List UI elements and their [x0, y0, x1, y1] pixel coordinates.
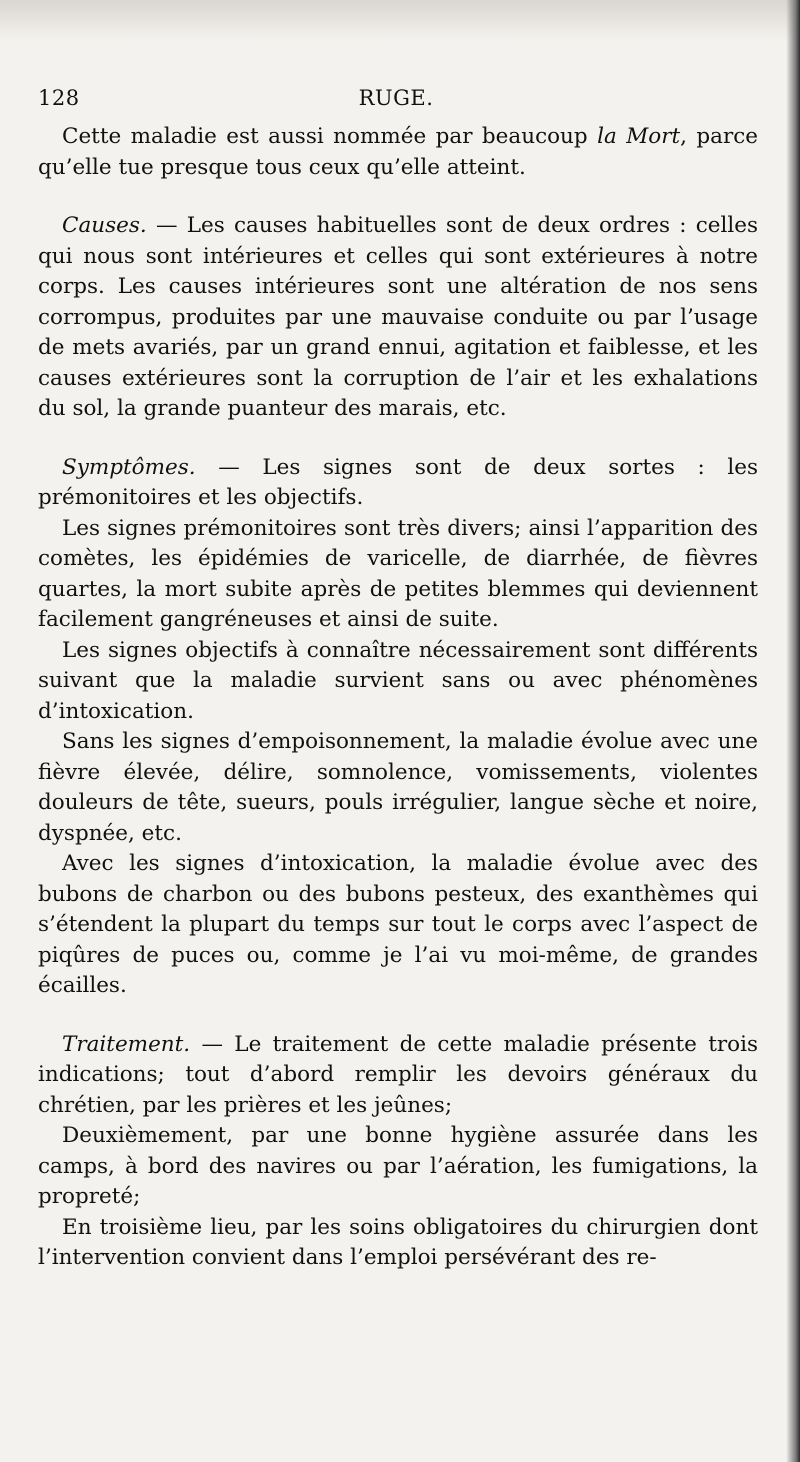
paragraph-treatment	[38, 1030, 758, 1122]
italic-term-la-mort: la Mort	[597, 124, 681, 149]
section-heading-symptoms: Symptômes.	[62, 454, 196, 480]
page-header	[38, 86, 754, 116]
treatment-text: — Le traitement de cette maladie présente trois indications; tout d’abord remplir les devoirs généraux du chrétien, par les prières et les jeûnes;	[38, 1031, 758, 1118]
section-heading-causes: Causes.	[62, 213, 147, 238]
paragraph-with-intoxication: Avec les signes d’intoxication, la maladie évolue avec des bubons de charbon ou des bubons pesteux, des exanthèmes qui s’étendent la plupart du temps sur tout le corps avec l’aspect de piqûres de puces ou, comme je l’ai vu moi-même, de grandes écailles.	[38, 851, 758, 998]
paragraph-premonitory-signs: Les signes prémonitoires sont très divers; ainsi l’apparition des comètes, les épidémies de varicelle, de diarrhée, de fièvres quartes, la mort subite après de petites blemmes qui deviennent facilement gangréneuses et ainsi de suite.	[38, 515, 758, 632]
running-head: RUGE.	[358, 86, 434, 110]
symptoms-text: — Les signes sont de deux sortes : les prémonitoires et les objectifs.	[38, 454, 758, 510]
paragraph-intro: Cette maladie est aussi nommée par beaucoup la Mort, parce qu’elle tue presque tous ceux qu’elle atteint.	[38, 124, 759, 180]
paragraph-third-point: En troisième lieu, par les soins obligatoires du chirurgien dont l’intervention convient dans l’emploi persévérant des re-	[38, 1214, 758, 1270]
paragraph-symptoms	[38, 453, 758, 514]
page-number: 128	[38, 86, 80, 110]
section-heading-treatment: Traitement.	[62, 1031, 191, 1057]
paragraph-second-point: Deuxièmement, par une bonne hygiène assurée dans les camps, à bord des navires ou par l’aération, les fumigations, la propreté;	[38, 1123, 758, 1209]
page-edge-shadow	[786, 0, 800, 1462]
causes-text: — Les causes habituelles sont de deux ordres : celles qui nous sont intérieures et celles qui sont extérieures à notre corps. Les causes intérieures sont une altération de nos sens corrompus, produites par une mauvaise conduite ou par l’usage de mets avariés, par un grand ennui, agitation et faiblesse, et les causes extérieures sont la corruption de l’air et les exhalations du sol, la grande puanteur des marais, etc.	[38, 213, 758, 421]
scan-top-shading	[0, 0, 800, 40]
paragraph-objective-signs: Les signes objectifs à connaître nécessairement sont différents suivant que la maladie survient sans ou avec phénomènes d’intoxication.	[38, 637, 758, 724]
paragraph-without-poisoning: Sans les signes d’empoisonnement, la maladie évolue avec une fièvre élevée, délire, somnolence, vomissements, violentes douleurs de tête, sueurs, pouls irrégulier, langue sèche et noire, dyspnée, etc.	[38, 729, 758, 846]
paragraph-causes	[38, 211, 758, 425]
body-text	[38, 122, 758, 1274]
